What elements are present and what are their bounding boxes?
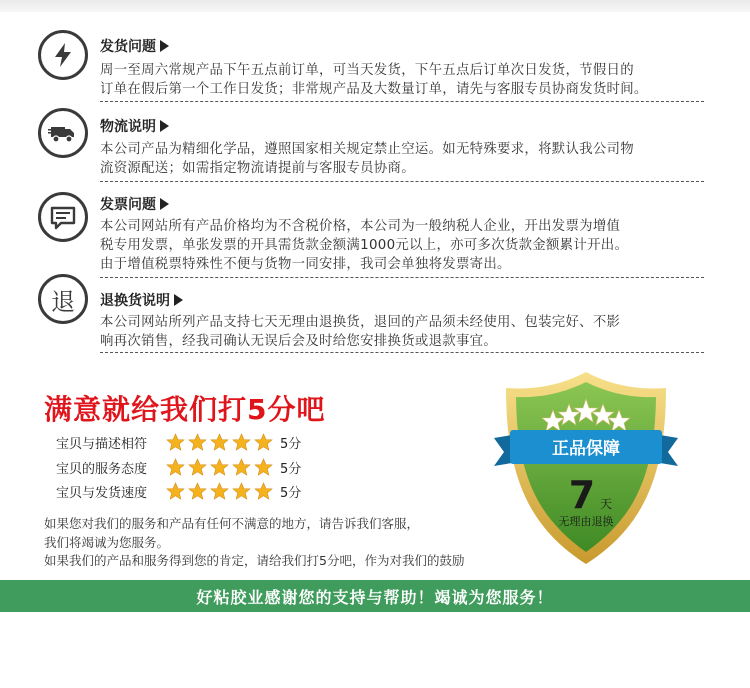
rating-label: 宝贝与描述相符 <box>56 436 148 452</box>
star-icon <box>254 458 273 477</box>
rating-row <box>56 431 301 453</box>
section-invoice <box>38 190 706 280</box>
star-icon <box>232 458 251 477</box>
section-title: 退换货说明 <box>100 290 183 310</box>
section-body: 本公司网站所列产品支持七天无理由退换货，退回的产品须未经使用、包装完好、不影 响再次销售，经我司确认无误后会及时给您安排换货或退款事宜。 <box>100 315 621 349</box>
rating-row <box>56 480 301 502</box>
divider <box>100 181 704 182</box>
star-icon <box>232 433 251 452</box>
star-icon <box>166 433 185 452</box>
star-icon <box>210 482 229 501</box>
genuine-guarantee-badge <box>490 368 682 568</box>
star-icon <box>254 433 273 452</box>
divider <box>100 101 704 102</box>
star-icon <box>232 482 251 501</box>
star-icon <box>254 482 273 501</box>
section-title: 发票问题 <box>100 194 169 214</box>
arrow-right-icon <box>160 198 169 210</box>
section-returns <box>38 272 706 354</box>
return-icon: 退 <box>38 274 88 324</box>
section-title: 发货问题 <box>100 36 169 56</box>
badge-days-unit: 天 <box>600 497 613 511</box>
star-icon <box>210 433 229 452</box>
section-body: 本公司网站所有产品价格均为不含税价格，本公司为一般纳税人企业，开出发票为增值 税专用发票，单张发票的开具需货款金额满1000元以上，亦可多次货款金额累计开出。 由于增值税票特殊性不便与货物一同安排，我司会单独将发票寄出。 <box>100 219 629 272</box>
star-icon <box>210 458 229 477</box>
star-rating <box>166 482 276 501</box>
section-body: 本公司产品为精细化学品，遵照国家相关规定禁止空运。如无特殊要求，将默认我公司物 流资源配送；如需指定物流请提前与客服专员协商。 <box>100 142 634 176</box>
section-shipping <box>38 30 706 102</box>
invoice-icon <box>38 192 88 242</box>
footer-text: 好粘胶业感谢您的支持与帮助！竭诚为您服务！ <box>196 587 554 607</box>
star-icon <box>166 482 185 501</box>
arrow-right-icon <box>160 120 169 132</box>
rating-title: 满意就给我们打5分吧 <box>44 393 326 426</box>
rating-label: 宝贝的服务态度 <box>56 461 148 477</box>
rating-note: 我们将竭诚为您服务。 <box>44 535 170 550</box>
star-icon <box>188 458 207 477</box>
section-logistics <box>38 108 706 184</box>
lightning-icon <box>38 30 88 80</box>
section-title: 物流说明 <box>100 116 169 136</box>
arrow-right-icon <box>174 294 183 306</box>
star-rating <box>166 433 276 452</box>
footer-banner <box>0 580 750 612</box>
star-icon <box>188 482 207 501</box>
badge-ribbon-text: 正品保障 <box>552 439 620 459</box>
divider <box>100 352 704 353</box>
rating-label: 宝贝与发货速度 <box>56 485 148 501</box>
badge-days-number: 7 <box>568 473 596 517</box>
rating-note: 如果您对我们的服务和产品有任何不满意的地方，请告诉我们客服， <box>44 516 420 531</box>
badge-caption: 无理由退换 <box>558 515 614 528</box>
arrow-right-icon <box>160 40 169 52</box>
rating-row <box>56 456 301 478</box>
rating-note: 如果我们的产品和服务得到您的肯定，请给我们打5分吧，作为对我们的鼓励 <box>44 553 465 568</box>
rating-score: 5分 <box>280 436 302 452</box>
star-icon <box>166 458 185 477</box>
rating-score: 5分 <box>280 485 302 501</box>
section-body: 周一至周六常规产品下午五点前订单，可当天发货，下午五点后订单次日发货，节假日的 订单在假后第一个工作日发货；非常规产品及大数量订单，请先与客服专员协商发货时间。 <box>100 63 648 97</box>
star-rating <box>166 458 276 477</box>
star-icon <box>188 433 207 452</box>
delivery-truck-icon <box>38 108 88 158</box>
rating-score: 5分 <box>280 461 302 477</box>
top-banner-strip <box>0 0 750 12</box>
